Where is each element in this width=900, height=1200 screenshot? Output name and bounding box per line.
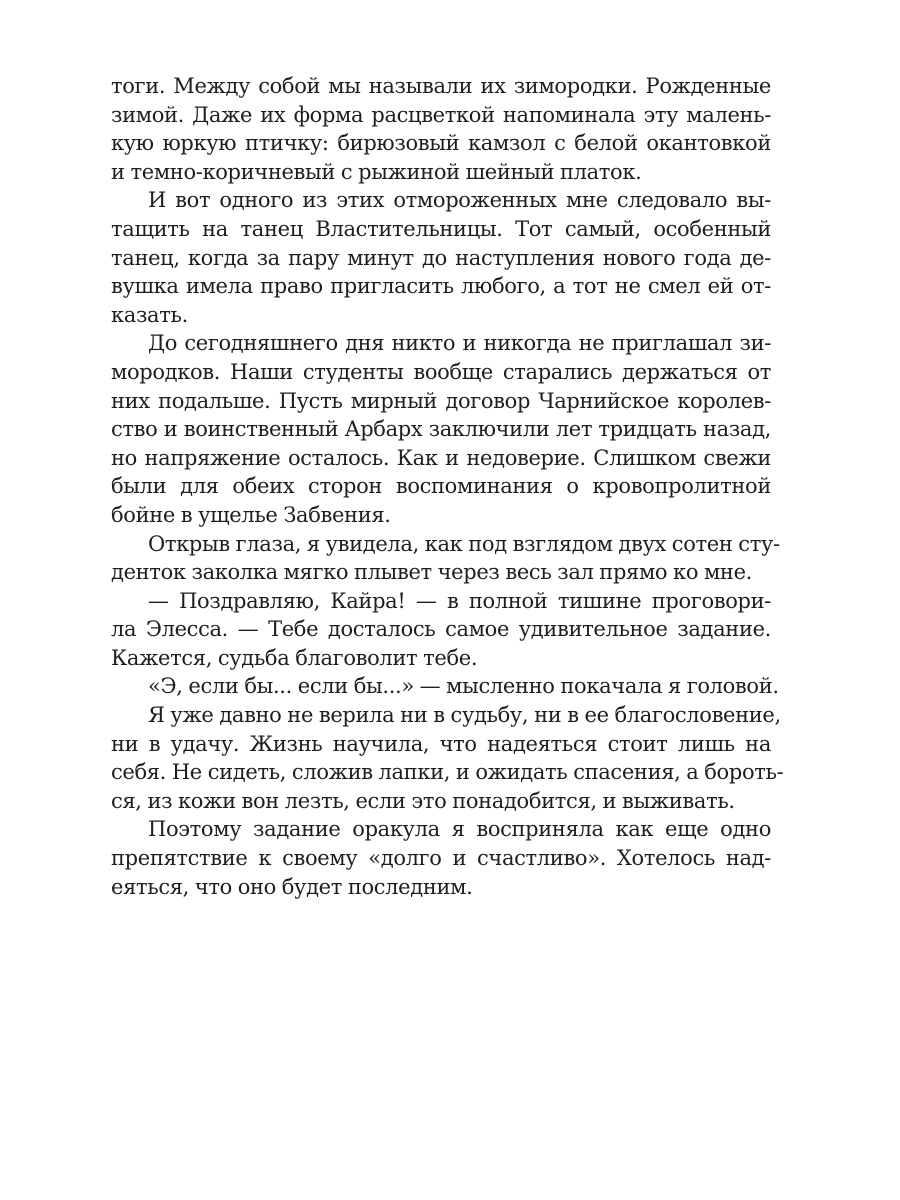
text-line: ство и воинственный Арбарх заключили лет тридцать назад, bbox=[111, 417, 771, 442]
text-line: кую юркую птичку: бирюзовый камзол с белой окантовкой bbox=[111, 131, 771, 156]
book-page bbox=[111, 72, 784, 901]
text-line: Открыв глаза, я увидела, как под взглядом двух сотен сту- bbox=[148, 531, 780, 556]
text-line: вушка имела право пригласить любого, а тот не смел ей от- bbox=[111, 274, 771, 299]
text-line: тоги. Между собой мы называли их зимородки. Рожденные bbox=[111, 74, 771, 98]
text-line: До сегодняшнего дня никто и никогда не приглашал зи- bbox=[148, 331, 771, 356]
text-line: зимой. Даже их форма расцветкой напоминала эту малень- bbox=[111, 102, 771, 127]
text-line: себя. Не сидеть, сложив лапки, и ожидать спасения, а бороть- bbox=[111, 760, 784, 785]
text-line: мородков. Наши студенты вообще старались держаться от bbox=[111, 359, 771, 384]
paragraph bbox=[111, 701, 784, 815]
text-line: ла Элесса. — Тебе досталось самое удивительное задание. bbox=[111, 617, 771, 642]
paragraph bbox=[111, 672, 779, 701]
text-line: были для обеих сторон воспоминания о кровопролитной bbox=[111, 474, 771, 499]
text-line: них подальше. Пусть мирный договор Чарнийское королев- bbox=[111, 388, 771, 413]
text-line: тащить на танец Властительницы. Тот самый, особенный bbox=[111, 216, 771, 241]
paragraph bbox=[111, 186, 771, 329]
text-line: ни в удачу. Жизнь научила, что надеяться стоит лишь на bbox=[111, 731, 771, 756]
text-line: но напряжение осталось. Как и недоверие. Слишком свежи bbox=[111, 445, 771, 470]
text-line: Я уже давно не верила ни в судьбу, ни в ее благословение, bbox=[148, 703, 781, 728]
text-line: денток заколка мягко плывет через весь зал прямо ко мне. bbox=[111, 560, 752, 585]
paragraph bbox=[111, 530, 780, 587]
paragraph bbox=[111, 329, 771, 529]
text-line: препятствие к своему «долго и счастливо». Хотелось над- bbox=[111, 846, 771, 871]
text-line: И вот одного из этих отмороженных мне следовало вы- bbox=[148, 188, 771, 213]
text-line: «Э, если бы... если бы...» — мысленно покачала я головой. bbox=[148, 674, 779, 699]
text-line: и темно-коричневый с рыжиной шейный платок. bbox=[111, 159, 642, 184]
paragraph bbox=[111, 587, 771, 673]
text-line: танец, когда за пару минут до наступления нового года де- bbox=[111, 245, 771, 270]
text-line: ся, из кожи вон лезть, если это понадобится, и выживать. bbox=[111, 788, 735, 813]
paragraph bbox=[111, 72, 771, 186]
text-line: Кажется, судьба благоволит тебе. bbox=[111, 645, 478, 670]
text-line: Поэтому задание оракула я восприняла как еще одно bbox=[148, 817, 771, 842]
text-line: — Поздравляю, Кайра! — в полной тишине проговори- bbox=[148, 588, 771, 613]
text-line: бойне в ущелье Забвения. bbox=[111, 502, 391, 527]
text-line: еяться, что оно будет последним. bbox=[111, 874, 473, 899]
paragraph bbox=[111, 815, 771, 901]
text-line: казать. bbox=[111, 302, 188, 327]
